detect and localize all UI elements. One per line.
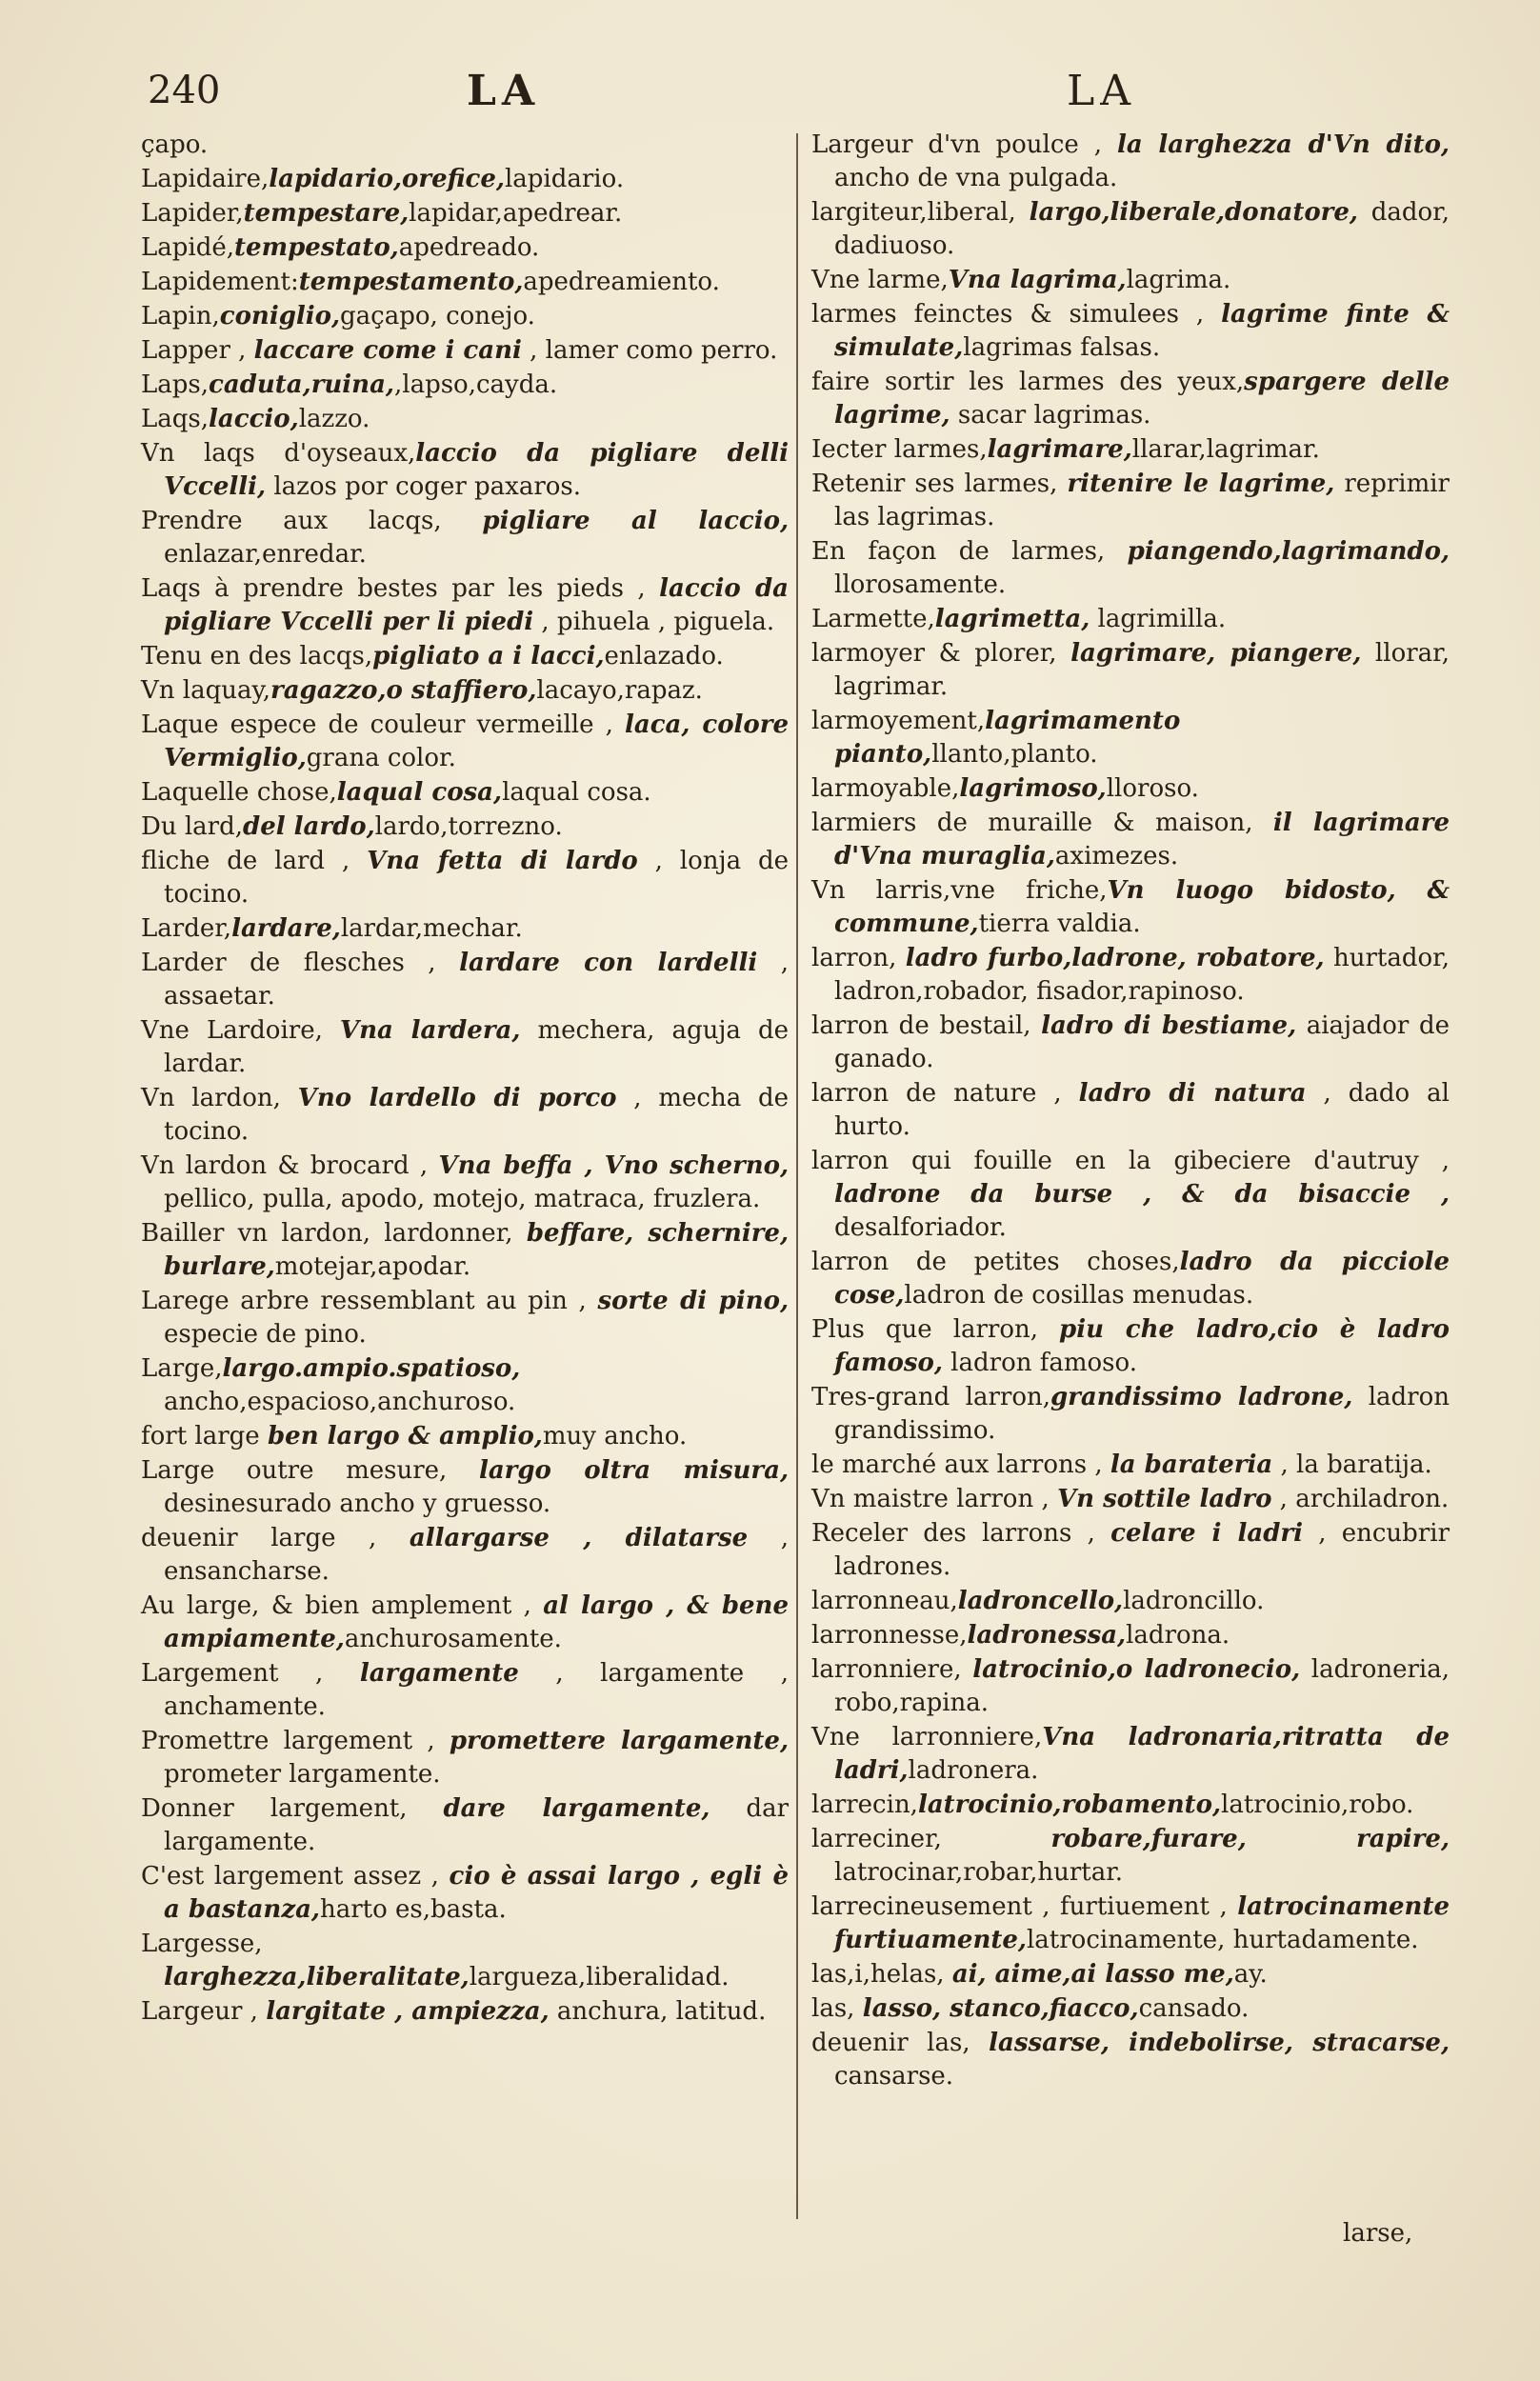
italian-translation: piu che ladro,cio è ladro famoso, [834,1315,1450,1377]
spanish-translation: anchura, latitud. [549,1997,767,2026]
spanish-translation: , assaetar. [164,949,789,1010]
french-headword: larmoyement, [811,707,986,735]
italian-translation: Vna lagrima, [948,266,1127,294]
dictionary-entry [811,1992,1450,2026]
dictionary-entry [141,845,789,911]
french-headword: Vne larme, [811,266,949,294]
spanish-translation: , mecha de tocino. [164,1084,790,1146]
spanish-translation: ladron grandissimo. [834,1383,1450,1445]
dictionary-entry [141,674,789,708]
spanish-translation: lloroso. [1106,774,1199,803]
spanish-translation: ,lapso,cayda. [393,370,558,399]
dictionary-entry [141,1285,789,1351]
dictionary-entry [811,1313,1450,1380]
italian-translation: Vno lardello di porco [297,1084,617,1112]
french-headword: Lapidé, [141,233,235,262]
french-headword: Prendre aux lacqs, [141,507,483,535]
french-headword: larron de petites choses, [811,1248,1180,1276]
dictionary-entry [141,1928,789,1994]
dictionary-entry [811,196,1450,263]
dictionary-entry [141,231,789,265]
dictionary-entry [811,1653,1450,1720]
spanish-translation: enlazar,enredar. [164,540,367,569]
dictionary-entry [811,874,1450,941]
spanish-translation: muy ancho. [542,1422,688,1451]
french-headword: Largement , [141,1659,360,1688]
french-headword: larmoyer & plorer, [811,639,1071,668]
italian-translation: lassarse, indebolirse, stracarse, [989,2029,1450,2057]
french-headword: Vn lardon, [141,1084,298,1112]
spanish-translation: lagrimas falsas. [963,333,1161,362]
french-headword: En façon de larmes, [811,537,1128,566]
italian-translation: ritenire le lagrime, [1067,470,1335,498]
dictionary-entry [811,1010,1450,1076]
spanish-translation: tierra valdia. [978,910,1141,938]
italian-translation: la barateria [1110,1451,1273,1479]
french-headword: Larder de flesches , [141,949,460,977]
french-headword: Larege arbre ressemblant au pin , [141,1287,598,1315]
italian-translation: ladrone da burse , & da bisaccie , [834,1180,1450,1209]
italian-translation: ladronessa, [967,1621,1127,1650]
french-headword: Tres-grand larron, [811,1383,1050,1411]
dictionary-entry [141,1014,789,1081]
french-headword: Plus que larron, [811,1315,1060,1344]
italian-translation: latrocinamente furtiuamente, [834,1892,1450,1954]
italian-translation: caduta,ruina, [209,370,394,399]
italian-translation: piangendo,lagrimando, [1127,537,1450,566]
spanish-translation: dar largamente. [164,1794,790,1856]
spanish-translation: latrocinio,robo. [1221,1791,1414,1819]
dictionary-entry [811,1449,1450,1482]
spanish-translation: llorar, lagrimar. [834,639,1450,701]
dictionary-entry [811,1246,1450,1312]
dictionary-entry [141,572,789,639]
spanish-translation: ancho,espacioso,anchuroso. [164,1388,516,1416]
italian-translation: ladroncello, [957,1587,1124,1615]
dictionary-entry [811,942,1450,1009]
dictionary-entry [141,1217,789,1284]
french-headword: deuenir large , [141,1524,410,1552]
french-headword: Lapider, [141,199,244,228]
spanish-translation: apedreamiento. [523,268,720,296]
italian-translation: Vn luogo bidosto, & commune, [834,876,1450,938]
french-headword: Larmette, [811,605,935,633]
french-headword: larronniere, [811,1655,973,1684]
dictionary-entry [811,1381,1450,1448]
french-headword: çapo. [141,130,209,159]
spanish-translation: enlazado. [604,642,724,670]
dictionary-entry [811,264,1450,297]
french-headword: larmiers de muraille & maison, [811,809,1273,837]
italian-translation: lapidario,orefice, [269,165,505,193]
italian-translation: dare largamente, [443,1794,710,1823]
french-headword: Tenu en des lacqs, [141,642,373,670]
spanish-translation: cansarse. [834,2062,954,2091]
dictionary-entry [811,1789,1450,1822]
italian-translation: spargere delle lagrime, [834,368,1450,430]
dictionary-entry [141,505,789,571]
italian-translation: lagrimetta, [934,605,1090,633]
italian-translation: lagrimare, piangere, [1070,639,1362,668]
spanish-translation: llanto,planto. [931,740,1098,769]
dictionary-entry [141,1590,789,1656]
dictionary-entry [141,1150,789,1216]
spanish-translation: desalforiador. [834,1213,1007,1242]
spanish-translation: lacayo,rapaz. [536,676,703,705]
spanish-translation: dador, dadiuoso. [834,198,1450,260]
french-headword: Lapidement: [141,268,299,296]
french-headword: Lapidaire, [141,165,270,193]
italian-translation: lagrimare, [987,435,1132,464]
french-headword: las, [811,1994,863,2023]
dictionary-entry [811,2027,1450,2093]
dictionary-entry [141,163,789,196]
italian-translation: largo oltra misura, [478,1456,789,1485]
french-headword: larron, [811,944,906,972]
french-headword: Laps, [141,370,210,399]
spanish-translation: , ensancharse. [164,1524,789,1586]
french-headword: Larder, [141,914,232,943]
italian-translation: ai, aime,ai lasso me, [951,1960,1234,1989]
spanish-translation: , lonja de tocino. [164,847,790,909]
spanish-translation: latrocinamente, hurtadamente. [1026,1926,1419,1954]
french-headword: Promettre largement , [141,1727,450,1755]
spanish-translation: laqual cosa. [502,778,651,807]
french-headword: Laqs, [141,405,210,433]
spanish-translation: ladroneria, robo,rapina. [834,1655,1450,1717]
french-headword: Largeur , [141,1997,267,2026]
french-headword: Largeur d'vn poulce , [811,130,1117,159]
spanish-translation: apedreado. [398,233,540,262]
french-headword: larmoyable, [811,774,960,803]
dictionary-entry [811,807,1450,873]
spanish-translation: desinesurado ancho y gruesso. [164,1490,551,1518]
spanish-translation: anchurosamente. [344,1625,562,1653]
french-headword: Du lard, [141,812,244,841]
spanish-translation: , encubrir ladrones. [834,1519,1450,1581]
french-headword: Large, [141,1354,223,1383]
italian-translation: tempestamento, [298,268,524,296]
right-running-title: LA [1067,67,1136,115]
italian-translation: celare i ladri [1110,1519,1303,1548]
spanish-translation: prometer largamente. [164,1760,441,1789]
spanish-translation: ancho de vna pulgada. [834,164,1118,192]
italian-translation: sorte di pino, [597,1287,789,1315]
dictionary-entry [811,1721,1450,1788]
dictionary-entry [141,1454,789,1521]
italian-translation: latrocinio,o ladronecio, [972,1655,1301,1684]
french-headword: larronnesse, [811,1621,968,1650]
spanish-translation: , lamer como perro. [521,336,778,365]
spanish-translation: cansado. [1138,1994,1250,2023]
dictionary-entry [141,369,789,402]
french-headword: larrecineusement , furtiuement , [811,1892,1238,1921]
spanish-translation: sacar lagrimas. [950,401,1151,430]
italian-translation: laccio, [209,405,299,433]
italian-translation: lasso, stanco,fiacco, [862,1994,1139,2023]
french-headword: Laqs à prendre bestes par les pieds , [141,574,660,603]
italian-translation: largamente [359,1659,519,1688]
dictionary-entry [141,912,789,946]
french-headword: Au large, & bien amplement , [141,1591,544,1620]
dictionary-entry [141,947,789,1013]
french-headword: C'est largement assez , [141,1862,450,1891]
french-headword: Lapper , [141,336,254,365]
right-column [811,129,1450,2094]
italian-translation: ladro furbo,ladrone, robatore, [905,944,1325,972]
french-headword: Vne Lardoire, [141,1016,340,1045]
spanish-translation: reprimir las lagrimas. [834,470,1450,531]
italian-translation: Vna ladronaria,ritratta de ladri, [834,1723,1450,1785]
italian-translation: cio è assai largo , egli è a bastanza, [164,1862,790,1924]
italian-translation: ladro da picciole cose, [834,1248,1450,1310]
french-headword: Vn lardon & brocard , [141,1151,439,1180]
dictionary-entry [141,437,789,504]
dictionary-entry [141,709,789,775]
spanish-translation: , dado al hurto. [834,1079,1450,1141]
italian-translation: lardare, [231,914,341,943]
spanish-translation: lagrima. [1126,266,1231,294]
french-headword: fort large [141,1422,268,1451]
italian-translation: tempestato, [234,233,399,262]
dictionary-entry [811,1891,1450,1957]
dictionary-entry [811,637,1450,704]
left-running-title: LA [467,67,541,115]
french-headword: Largesse, [141,1930,263,1958]
french-headword: las,i,helas, [811,1960,952,1989]
french-headword: Retenir ses larmes, [811,470,1068,498]
italian-translation: ladro di bestiame, [1041,1011,1297,1040]
spanish-translation: lapidar,apedrear. [409,199,623,228]
italian-translation: Vna lardera, [339,1016,521,1045]
italian-translation: Vna fetta di lardo [367,847,638,875]
spanish-translation: lardo,torrezno. [374,812,563,841]
dictionary-entry [141,1420,789,1453]
dictionary-entry [811,1823,1450,1890]
spanish-translation: especie de pino. [164,1320,367,1349]
french-headword: Large outre mesure, [141,1456,479,1485]
dictionary-entry [141,640,789,673]
italian-translation: beffare, schernire, burlare, [164,1219,790,1281]
dictionary-entry [811,1585,1450,1618]
dictionary-entry [811,298,1450,365]
dictionary-entry [141,1522,789,1589]
dictionary-entry [141,1792,789,1859]
french-headword: Iecter larmes, [811,435,988,464]
dictionary-entry [811,433,1450,467]
dictionary-entry [141,403,789,436]
dictionary-entry [811,1958,1450,1991]
spanish-translation: lazzo. [298,405,370,433]
spanish-translation: lagrimilla. [1090,605,1227,633]
italian-translation: lagrime finte & simulate, [834,300,1450,362]
italian-translation: la larghezza d'Vn dito, [1116,130,1450,159]
french-headword: Vn larris,vne friche, [811,876,1108,905]
italian-translation: Vna beffa , Vno scherno, [438,1151,789,1180]
french-headword: Receler des larrons , [811,1519,1111,1548]
spanish-translation: lardar,mechar. [340,914,523,943]
spanish-translation: ladron de cosillas menudas. [904,1281,1254,1310]
italian-translation: ben largo & amplio, [267,1422,543,1451]
french-headword: larronneau, [811,1587,958,1615]
dictionary-entry [141,1082,789,1149]
italian-translation: al largo , & bene ampiamente, [164,1591,789,1653]
italian-translation: laca, colore Vermiglio, [164,710,789,772]
french-headword: larron de nature , [811,1079,1079,1108]
dictionary-entry [141,129,789,162]
italian-translation: Vn sottile ladro [1057,1485,1272,1513]
dictionary-entry [811,603,1450,636]
french-headword: faire sortir les larmes des yeux, [811,368,1245,396]
catchword: larse, [1343,2219,1413,2248]
left-column [141,129,789,2030]
dictionary-entry [811,535,1450,602]
dictionary-entry [141,1657,789,1724]
dictionary-entry [141,1995,789,2029]
spanish-translation: gaçapo, conejo. [340,302,535,330]
italian-translation: laccio da pigliare delli Vccelli, [164,439,790,501]
dictionary-entry [811,705,1450,771]
french-headword: fliche de lard , [141,847,368,875]
italian-translation: allargarse , dilatarse [409,1524,749,1552]
italian-translation: pigliato a i lacci, [372,642,605,670]
italian-translation: largo,liberale,donatore, [1029,198,1358,227]
dictionary-entry [141,810,789,844]
french-headword: Laquelle chose, [141,778,337,807]
spanish-translation: ladroncillo. [1123,1587,1265,1615]
dictionary-entry [811,366,1450,432]
french-headword: larmes feinctes & simulees , [811,300,1222,329]
spanish-translation: , pihuela , piguela. [533,608,775,636]
dictionary-entry [811,1517,1450,1584]
dictionary-entry [811,1077,1450,1144]
spanish-translation: , largamente , anchamente. [164,1659,789,1721]
spanish-translation: mechera, aguja de lardar. [164,1016,789,1078]
spanish-translation: latrocinar,robar,hurtar. [834,1858,1124,1887]
running-header [0,67,1540,133]
italian-translation: coniglio, [219,302,341,330]
dictionary-entry [141,1352,789,1419]
spanish-translation: ladronera. [908,1756,1039,1785]
italian-translation: laccare come i cani [253,336,522,365]
spanish-translation: largueza,liberalidad. [469,1963,730,1991]
italian-translation: laccio da pigliare Vccelli per li piedi [164,574,789,636]
italian-translation: larghezza,liberalitate, [164,1963,470,1991]
spanish-translation: llorosamente. [834,570,1007,599]
spanish-translation: aximezes. [1054,842,1179,870]
page-number: 240 [148,69,221,112]
spanish-translation: aiajador de ganado. [834,1011,1450,1073]
spanish-translation: lapidario. [504,165,625,193]
italian-translation: lagrimoso, [959,774,1107,803]
spanish-translation: ladrona. [1126,1621,1230,1650]
french-headword: larreciner, [811,1825,1051,1853]
spanish-translation: motejar,apodar. [274,1252,471,1281]
dictionary-entry [811,1483,1450,1516]
french-headword: Laque espece de couleur vermeille , [141,710,625,739]
italian-translation: grandissimo ladrone, [1050,1383,1353,1411]
dictionary-entry [811,129,1450,195]
dictionary-entry [141,300,789,333]
italian-translation: pigliare al laccio, [482,507,789,535]
dictionary-entry [141,266,789,299]
dictionary-entry [811,1145,1450,1245]
french-headword: larrecin, [811,1791,918,1819]
italian-translation: ragazzo,o staffiero, [270,676,537,705]
italian-translation: laqual cosa, [336,778,503,807]
italian-translation: largo.ampio.spatioso, [222,1354,521,1383]
italian-translation: promettere largamente, [449,1727,789,1755]
italian-translation: il lagrimare d'Vna muraglia, [834,809,1450,870]
french-headword: le marché aux larrons , [811,1451,1110,1479]
italian-translation: latrocinio,robamento, [917,1791,1222,1819]
french-headword: largiteur,liberal, [811,198,1030,227]
dictionary-entry [141,334,789,368]
french-headword: Vn maistre larron , [811,1485,1057,1513]
spanish-translation: pellico, pulla, apodo, motejo, matraca, fruzlera. [164,1185,761,1213]
french-headword: Lapin, [141,302,220,330]
spanish-translation: ay. [1233,1960,1268,1989]
french-headword: Vne larronniere, [811,1723,1043,1751]
spanish-translation: , archiladron. [1271,1485,1450,1513]
french-headword: Vn laquay, [141,676,270,705]
spanish-translation: , la baratija. [1272,1451,1432,1479]
italian-translation: del lardo, [243,812,375,841]
italian-translation: robare,furare, rapire, [1050,1825,1450,1853]
french-headword: Donner largement, [141,1794,444,1823]
spanish-translation: lazos por coger paxaros. [266,472,582,501]
spanish-translation: ladron famoso. [942,1349,1137,1377]
italian-translation: lardare con lardelli [459,949,758,977]
dictionary-entry [141,1725,789,1791]
french-headword: Bailler vn lardon, lardonner, [141,1219,527,1248]
italian-translation: lagrimamento pianto, [834,707,1181,769]
italian-translation: ladro di natura [1078,1079,1307,1108]
french-headword: larron de bestail, [811,1011,1042,1040]
french-headword: deuenir las, [811,2029,990,2057]
french-headword: Vn laqs d'oyseaux, [141,439,416,468]
dictionary-entry [811,468,1450,534]
spanish-translation: harto es,basta. [320,1895,507,1924]
spanish-translation: hurtador, ladron,robador, fisador,rapinoso. [834,944,1450,1006]
french-headword: larron qui fouille en la gibeciere d'autruy , [811,1147,1450,1175]
dictionary-entry [811,772,1450,806]
dictionary-entry [811,1619,1450,1652]
italian-translation: largitate , ampiezza, [266,1997,550,2026]
dictionary-entry [141,197,789,230]
italian-translation: tempestare, [243,199,410,228]
column-divider [796,133,798,2219]
spanish-translation: grana color. [306,744,456,772]
dictionary-entry [141,1860,789,1927]
dictionary-entry [141,776,789,810]
spanish-translation: llarar,lagrimar. [1131,435,1320,464]
